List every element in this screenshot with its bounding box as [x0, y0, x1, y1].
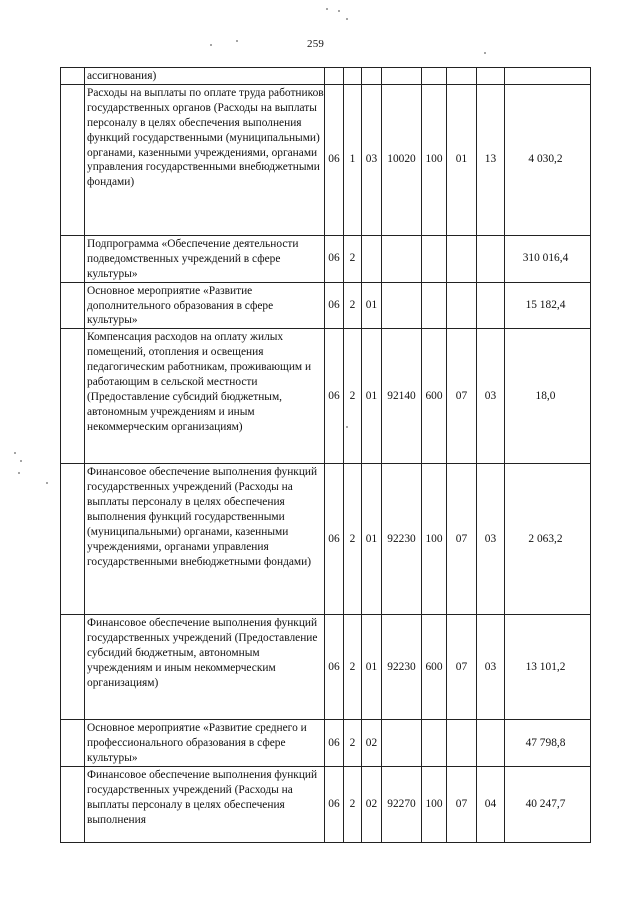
- expense-name: Подпрограмма «Обеспечение деятельности подведомственных учреждений в сфере культуры»: [85, 235, 325, 282]
- om-code: 01: [362, 464, 382, 615]
- expense-name: Финансовое обеспечение выполнения функций государственных учреждений (Расходы на выплаты персоналу в целях обеспечения выполнения: [85, 767, 325, 843]
- row-blank-cell: [61, 235, 85, 282]
- om-code: 01: [362, 329, 382, 464]
- gr-code: 06: [325, 282, 344, 329]
- expense-name: Основное мероприятие «Развитие среднего и профессионального образования в сфере культуры»: [85, 720, 325, 767]
- budget-table: [60, 67, 591, 843]
- table-row: [61, 464, 591, 615]
- om-code: 03: [362, 84, 382, 235]
- om-code: 02: [362, 720, 382, 767]
- expense-name: Компенсация расходов на оплату жилых помещений, отопления и освещения педагогическим работникам, проживающим и работающим в сельской местности (Предоставление субсидий бюджетным, автономным учреждениям и иным некоммерческим организациям): [85, 329, 325, 464]
- dir-code: [382, 235, 422, 282]
- rz-code: 07: [447, 615, 477, 720]
- prz-code: 03: [477, 329, 505, 464]
- rz-code: [447, 720, 477, 767]
- amount: 310 016,4: [505, 235, 591, 282]
- om-code: 01: [362, 282, 382, 329]
- pr-code: 2: [344, 235, 362, 282]
- gr-code: [325, 68, 344, 85]
- row-blank-cell: [61, 68, 85, 85]
- om-code: 02: [362, 767, 382, 843]
- expense-name: Основное мероприятие «Развитие дополнительного образования в сфере культуры»: [85, 282, 325, 329]
- expense-name: Финансовое обеспечение выполнения функций государственных учреждений (Предоставление субсидий бюджетным, автономным учреждениям и иным некоммерческим организациям): [85, 615, 325, 720]
- dir-code: [382, 720, 422, 767]
- row-blank-cell: [61, 329, 85, 464]
- prz-code: [477, 720, 505, 767]
- expense-name: Расходы на выплаты по оплате труда работников государственных органов (Расходы на выплаты персоналу в целях обеспечения выполнения функций государственными (муниципальными) органами, казенными учреждениями, органами управления государственными внебюджетными фондами): [85, 84, 325, 235]
- row-blank-cell: [61, 84, 85, 235]
- table-row: [61, 720, 591, 767]
- rz-code: 07: [447, 767, 477, 843]
- amount: 40 247,7: [505, 767, 591, 843]
- om-code: [362, 235, 382, 282]
- om-code: [362, 68, 382, 85]
- expense-name: ассигнования): [85, 68, 325, 85]
- dir-code: 92140: [382, 329, 422, 464]
- row-blank-cell: [61, 767, 85, 843]
- prz-code: 03: [477, 615, 505, 720]
- rz-code: [447, 68, 477, 85]
- amount: 2 063,2: [505, 464, 591, 615]
- amount: [505, 68, 591, 85]
- pr-code: 2: [344, 282, 362, 329]
- gr-code: 06: [325, 329, 344, 464]
- prz-code: [477, 282, 505, 329]
- table-row: [61, 235, 591, 282]
- dir-code: [382, 282, 422, 329]
- gr-code: 06: [325, 767, 344, 843]
- table-row: [61, 767, 591, 843]
- dir-code: 10020: [382, 84, 422, 235]
- expense-name: Финансовое обеспечение выполнения функций государственных учреждений (Расходы на выплаты персоналу в целях обеспечения выполнения функций государственными (муниципальными) органами, казенными учреждениями, органами управления государственными внебюджетными фондами): [85, 464, 325, 615]
- amount: 18,0: [505, 329, 591, 464]
- rz-code: 01: [447, 84, 477, 235]
- rz-code: [447, 235, 477, 282]
- dir-code: 92230: [382, 615, 422, 720]
- dir-code: [382, 68, 422, 85]
- pr-code: 2: [344, 720, 362, 767]
- pr-code: 2: [344, 615, 362, 720]
- vr-code: 100: [422, 464, 447, 615]
- table-row: [61, 68, 591, 85]
- page-number: 259: [307, 38, 325, 50]
- prz-code: [477, 235, 505, 282]
- vr-code: 100: [422, 767, 447, 843]
- row-blank-cell: [61, 720, 85, 767]
- prz-code: 03: [477, 464, 505, 615]
- amount: 15 182,4: [505, 282, 591, 329]
- gr-code: 06: [325, 720, 344, 767]
- gr-code: 06: [325, 615, 344, 720]
- vr-code: [422, 720, 447, 767]
- amount: 13 101,2: [505, 615, 591, 720]
- vr-code: 100: [422, 84, 447, 235]
- prz-code: 13: [477, 84, 505, 235]
- vr-code: [422, 68, 447, 85]
- pr-code: 2: [344, 767, 362, 843]
- dir-code: 92230: [382, 464, 422, 615]
- pr-code: 2: [344, 329, 362, 464]
- vr-code: [422, 235, 447, 282]
- prz-code: 04: [477, 767, 505, 843]
- table-row: [61, 615, 591, 720]
- gr-code: 06: [325, 464, 344, 615]
- om-code: 01: [362, 615, 382, 720]
- amount: 4 030,2: [505, 84, 591, 235]
- vr-code: [422, 282, 447, 329]
- row-blank-cell: [61, 464, 85, 615]
- rz-code: 07: [447, 464, 477, 615]
- prz-code: [477, 68, 505, 85]
- gr-code: 06: [325, 235, 344, 282]
- gr-code: 06: [325, 84, 344, 235]
- table-row: [61, 84, 591, 235]
- pr-code: 2: [344, 464, 362, 615]
- row-blank-cell: [61, 615, 85, 720]
- rz-code: 07: [447, 329, 477, 464]
- amount: 47 798,8: [505, 720, 591, 767]
- vr-code: 600: [422, 615, 447, 720]
- dir-code: 92270: [382, 767, 422, 843]
- row-blank-cell: [61, 282, 85, 329]
- table-row: [61, 329, 591, 464]
- pr-code: [344, 68, 362, 85]
- table-row: [61, 282, 591, 329]
- pr-code: 1: [344, 84, 362, 235]
- rz-code: [447, 282, 477, 329]
- vr-code: 600: [422, 329, 447, 464]
